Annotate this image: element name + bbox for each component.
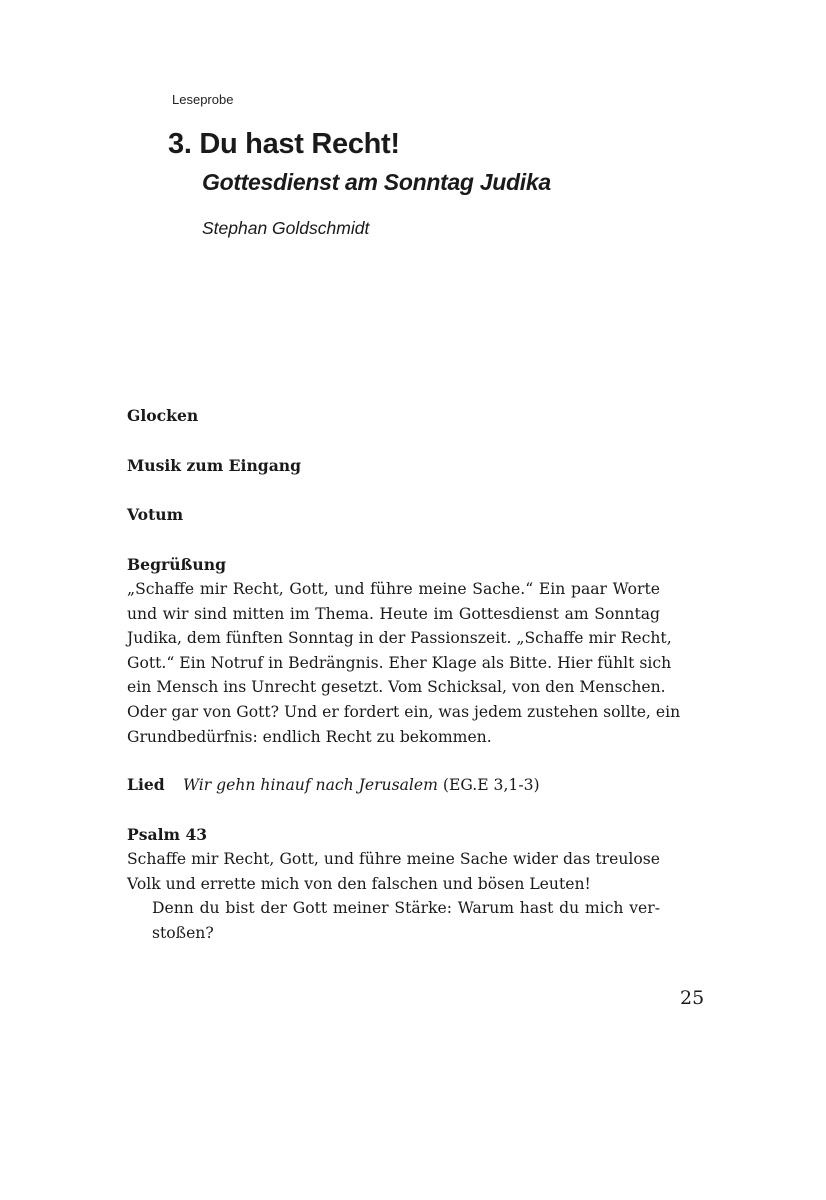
paragraph-line: Oder gar von Gott? Und er fordert ein, was jedem zustehen sollte, ein bbox=[127, 702, 681, 721]
psalm-line: stoßen? bbox=[152, 923, 214, 942]
section-heading-musik: Musik zum Eingang bbox=[127, 456, 302, 475]
psalm-line: Schaffe mir Recht, Gott, und führe meine Sache wider das treulose bbox=[127, 850, 660, 868]
section-heading-votum: Votum bbox=[127, 505, 184, 524]
psalm-paragraph bbox=[127, 847, 660, 896]
psalm-indented-verse bbox=[152, 896, 660, 945]
page-number: 25 bbox=[680, 987, 705, 1009]
lied-title: Wir gehn hinauf nach Jerusalem bbox=[183, 776, 438, 794]
paragraph-line: ein Mensch ins Unrecht gesetzt. Vom Schicksal, von den Menschen. bbox=[127, 678, 666, 697]
paragraph-line: Grundbedürfnis: endlich Recht zu bekommen. bbox=[127, 727, 492, 746]
watermark-label: Leseprobe bbox=[172, 92, 234, 107]
lied-entry bbox=[127, 773, 540, 798]
paragraph-line: „Schaffe mir Recht, Gott, und führe meine Sache.“ Ein paar Worte bbox=[127, 580, 660, 598]
paragraph-line: und wir sind mitten im Thema. Heute im Gottesdienst am Sonntag bbox=[127, 604, 660, 623]
begruessung-paragraph bbox=[127, 577, 681, 749]
lied-reference: (EG.E 3,1-3) bbox=[442, 776, 540, 794]
section-heading-glocken: Glocken bbox=[127, 406, 199, 425]
section-heading-begruessung: Begrüßung bbox=[127, 555, 226, 574]
section-heading-psalm: Psalm 43 bbox=[127, 825, 208, 844]
chapter-author: Stephan Goldschmidt bbox=[202, 218, 370, 238]
psalm-line: Denn du bist der Gott meiner Stärke: Warum hast du mich ver- bbox=[152, 899, 660, 917]
paragraph-line: Judika, dem fünften Sonntag in der Passionszeit. „Schaffe mir Recht, bbox=[127, 629, 672, 648]
paragraph-line: Gott.“ Ein Notruf in Bedrängnis. Eher Klage als Bitte. Hier fühlt sich bbox=[127, 653, 672, 672]
chapter-subtitle: Gottesdienst am Sonntag Judika bbox=[202, 169, 551, 195]
psalm-line: Volk und errette mich von den falschen und bösen Leuten! bbox=[127, 874, 591, 893]
lied-label: Lied bbox=[127, 775, 165, 794]
chapter-title: 3. Du hast Recht! bbox=[168, 128, 400, 160]
